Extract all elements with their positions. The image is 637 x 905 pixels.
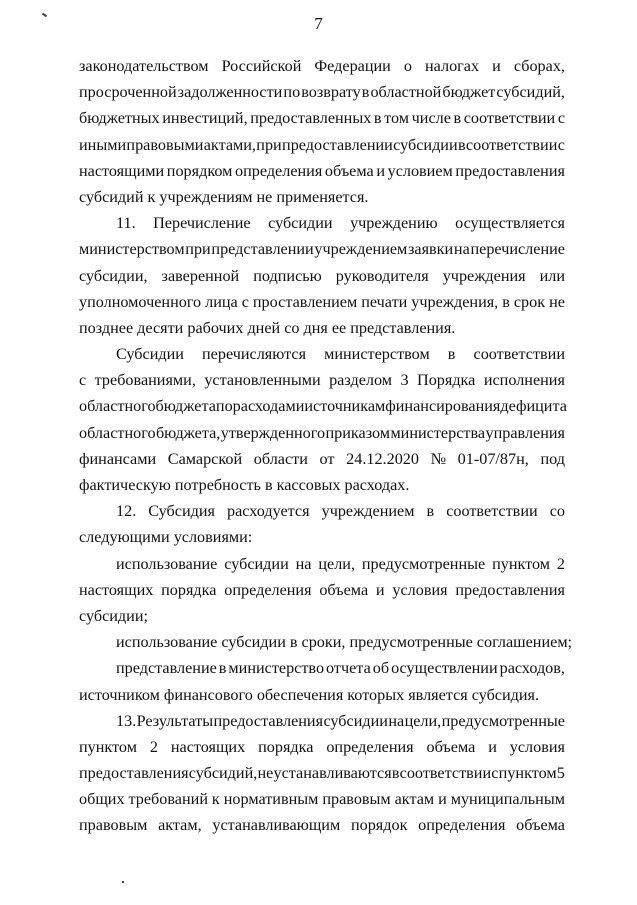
word: заверенной [161, 266, 240, 285]
word: настоящими [79, 161, 165, 180]
word: печати [361, 292, 408, 311]
word: министерством [79, 240, 185, 259]
word: заявки [408, 240, 454, 259]
word: 12. [116, 502, 137, 521]
word: не [549, 292, 565, 311]
word: осуществлении [391, 659, 498, 678]
word: от [319, 449, 335, 468]
word: в [453, 109, 462, 128]
word: дней [247, 318, 281, 337]
word: учреждением [314, 240, 408, 259]
word: устанавливающим [212, 816, 341, 835]
word: пунктом [498, 764, 557, 783]
word: Порядка [417, 371, 476, 390]
word: 24.12.2020 [346, 449, 419, 468]
word: правовыми [126, 135, 204, 154]
text-line [79, 263, 565, 289]
word: представлении [211, 240, 314, 259]
word: дефицита [500, 397, 567, 416]
word: рабочих [187, 318, 244, 337]
word: № [430, 449, 447, 468]
word: в [426, 502, 435, 521]
word: Федерации [314, 57, 391, 75]
word: и [376, 161, 385, 180]
word: кассовых [276, 476, 341, 494]
word: с [491, 764, 499, 783]
word: потребность [174, 476, 261, 494]
word: актам, [158, 816, 202, 835]
word: предусмотренные [349, 633, 473, 652]
word: источникам [304, 397, 386, 416]
word: соответствии [473, 345, 565, 364]
word: по [215, 397, 233, 416]
word: сборах, [513, 57, 565, 75]
word: соответствии [399, 764, 492, 783]
word: 3 [400, 371, 409, 390]
word: объема [319, 580, 369, 599]
word: субсидии, [79, 266, 148, 285]
word: с [557, 109, 565, 128]
word: бюджет [442, 83, 496, 102]
word: иными [79, 135, 127, 154]
word: законодательством [79, 57, 209, 75]
word: 13. [116, 711, 137, 730]
word: и [492, 57, 501, 75]
text-line [79, 655, 565, 681]
word: подписью [253, 266, 322, 285]
word: пунктом [79, 737, 137, 756]
word: субсидий, [496, 83, 565, 102]
word: расходуется [227, 502, 310, 521]
word: задолженности [177, 83, 283, 102]
text-line [79, 79, 565, 105]
word: бюджета [155, 397, 216, 416]
word: в [391, 764, 400, 783]
word: управления [485, 423, 565, 442]
word: Субсидии [116, 345, 184, 364]
word: фактическую [79, 476, 171, 494]
word: дня [303, 318, 328, 337]
word: финансового [163, 685, 253, 704]
word: инвестиций, [162, 109, 248, 128]
text-line [79, 446, 565, 472]
text-line [79, 760, 565, 786]
text-line [79, 524, 565, 550]
word: и [488, 737, 497, 756]
word: со [549, 502, 565, 521]
word: соответствии [463, 109, 556, 128]
word: к [147, 187, 156, 206]
word: позднее [79, 318, 134, 337]
word: в [264, 476, 273, 494]
word: объема [426, 737, 476, 756]
text-line [79, 53, 565, 79]
word: учреждению [350, 214, 438, 233]
text-line [79, 603, 565, 629]
word: в [447, 345, 456, 364]
text-line [79, 734, 565, 760]
document-body [79, 53, 573, 839]
word: со [284, 318, 300, 337]
word: представления. [350, 318, 456, 337]
word: том [384, 109, 410, 128]
text-line [79, 184, 565, 210]
word: предоставления [213, 711, 324, 730]
word: предоставлении [282, 135, 393, 154]
word: установленными [204, 371, 321, 390]
word: с [79, 371, 87, 390]
word: при [256, 135, 282, 154]
word: источником [79, 685, 160, 704]
word: на [295, 554, 312, 573]
word: с [557, 135, 565, 154]
text-line [79, 420, 565, 446]
text-line [79, 289, 565, 315]
word: требованиями, [94, 371, 196, 390]
word: предоставленных [250, 109, 372, 128]
word: субсидии [323, 711, 388, 730]
word: министерства [390, 423, 486, 442]
text-line [79, 158, 565, 184]
word: под [540, 449, 565, 468]
word: условием [387, 161, 453, 180]
word: в [502, 292, 510, 311]
word: предусмотренные [361, 554, 486, 573]
word: цели, [318, 554, 355, 573]
word: субсидии [224, 554, 289, 573]
word: и [295, 397, 305, 416]
text-line [79, 472, 565, 498]
word: 2 [556, 554, 565, 573]
word: разделом [329, 371, 392, 390]
word: в [361, 83, 370, 102]
word: субсидии [221, 633, 286, 652]
word: в [218, 659, 227, 678]
word: Субсидия [148, 502, 215, 521]
word: учреждениям [159, 187, 253, 206]
word: актами, [203, 135, 256, 154]
word: на [453, 240, 470, 259]
word: определения [224, 580, 312, 599]
word: проставлением [252, 292, 358, 311]
word: осуществляется [455, 214, 565, 233]
word: актам [394, 790, 435, 809]
word: субсидии [393, 135, 458, 154]
word: порядок [350, 816, 408, 835]
word: десяти [137, 318, 184, 337]
word: утвержденного [220, 423, 326, 442]
word: предоставления [79, 764, 189, 783]
word: следующими [79, 528, 170, 547]
word: субсидий, [188, 764, 258, 783]
word: условия [392, 580, 448, 599]
word: определения [235, 161, 323, 180]
word: предоставления [455, 580, 565, 599]
word: условия [509, 737, 565, 756]
text-line [79, 105, 565, 131]
word: 01-07/87н, [457, 449, 529, 468]
word: которых [347, 685, 405, 704]
text-line [79, 341, 565, 367]
word: Результаты [136, 711, 214, 730]
word: является [408, 685, 468, 704]
word: расходов, [499, 659, 565, 678]
word: об [372, 659, 390, 678]
word: бюджетных [79, 109, 160, 128]
word: муниципальным [450, 790, 565, 809]
word: ее [331, 318, 347, 337]
word: Российской [221, 57, 302, 75]
word: в [457, 135, 466, 154]
word: предоставления [455, 161, 565, 180]
word: министерство [228, 659, 325, 678]
word: числе [411, 109, 451, 128]
word: не [256, 187, 273, 206]
text-line [79, 786, 565, 812]
word: условиями: [173, 528, 253, 547]
scan-dot [122, 881, 124, 883]
word: 2 [149, 737, 158, 756]
word: перечисление [470, 240, 565, 259]
word: бюджета, [155, 423, 221, 442]
word: о [403, 57, 412, 75]
word: субсидий [79, 187, 144, 206]
word: Перечисление [153, 214, 251, 233]
word: министерством [324, 345, 430, 364]
word: обеспечения [256, 685, 344, 704]
word: в [373, 109, 382, 128]
word: порядка [258, 737, 314, 756]
word: исполнения [483, 371, 565, 390]
word: области [253, 449, 308, 468]
word: приказом [325, 423, 391, 442]
text-line [79, 708, 565, 734]
word: субсидии [268, 214, 333, 233]
text-line [79, 132, 565, 158]
word: срок [513, 292, 546, 311]
word: настоящих [170, 737, 246, 756]
word: уполномоченного [79, 292, 202, 311]
word: отчета [326, 659, 371, 678]
word: лица [205, 292, 238, 311]
word: предусмотренные [441, 711, 565, 730]
word: финансами [79, 449, 157, 468]
word: просроченной [79, 83, 177, 102]
word: не [257, 764, 274, 783]
word: порядком [166, 161, 233, 180]
word: расходах. [344, 476, 410, 494]
word: соответствии [465, 135, 558, 154]
word: руководителя [335, 266, 429, 285]
word: 5 [556, 764, 565, 783]
word: объема [516, 816, 565, 835]
word: порядка [161, 580, 217, 599]
page-number: 7 [314, 14, 323, 33]
word: учреждения [442, 266, 526, 285]
word: областного [79, 397, 156, 416]
word: 11. [116, 214, 136, 233]
word: учреждения, [411, 292, 499, 311]
text-line [79, 236, 565, 262]
text-line [79, 210, 565, 236]
word: на [388, 711, 405, 730]
word: финансирования [385, 397, 501, 416]
word: Самарской [167, 449, 243, 468]
word: объема [324, 161, 374, 180]
word: расходам [232, 397, 296, 416]
word: по [283, 83, 301, 102]
word: цели, [404, 711, 442, 730]
word: при [185, 240, 211, 259]
word: представление [116, 659, 217, 678]
word: соответствии [446, 502, 538, 521]
word: использование [116, 554, 218, 573]
text-line [79, 577, 565, 603]
word: и [438, 790, 447, 809]
word: к [211, 790, 220, 809]
text-line [79, 367, 565, 393]
word: перечисляются [202, 345, 307, 364]
word: пунктом [492, 554, 551, 573]
text-line [79, 551, 565, 577]
word: нормативным [223, 790, 319, 809]
text-line [79, 812, 565, 838]
word: учреждением [321, 502, 415, 521]
word: применяется. [276, 187, 369, 206]
word: определения [326, 737, 414, 756]
word: областного [79, 423, 156, 442]
text-line [79, 393, 565, 419]
text-line [79, 629, 573, 655]
word: определения [418, 816, 506, 835]
text-line [79, 315, 565, 341]
word: с [241, 292, 249, 311]
word: использование [116, 633, 218, 652]
word: настоящих [79, 580, 154, 599]
word: субсидии; [79, 606, 148, 625]
word: правовым [322, 790, 391, 809]
word: возврату [301, 83, 361, 102]
text-line [79, 498, 565, 524]
word: правовым [79, 816, 148, 835]
word: соглашением; [476, 633, 573, 652]
word: требований [128, 790, 208, 809]
word: в [289, 633, 298, 652]
word: устанавливаются [273, 764, 392, 783]
word: сроки, [301, 633, 346, 652]
text-line [79, 682, 565, 708]
word: или [539, 266, 565, 285]
word: областной [370, 83, 442, 102]
word: субсидия. [471, 685, 540, 704]
word: налогах [425, 57, 480, 75]
word: общих [79, 790, 125, 809]
word: и [375, 580, 385, 599]
